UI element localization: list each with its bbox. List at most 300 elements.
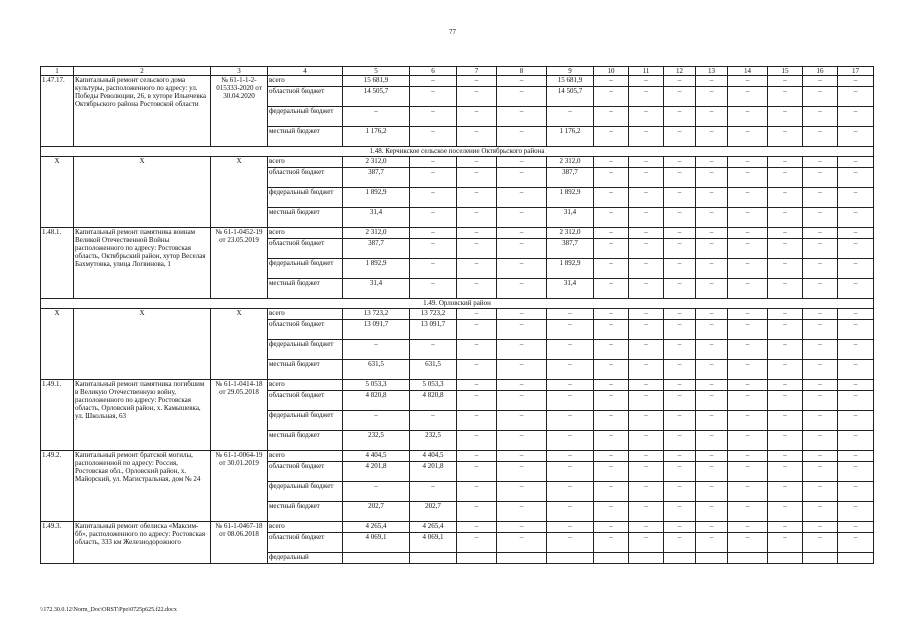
item-number: 1.49.2. [41, 451, 74, 522]
value-cell: – [803, 533, 838, 553]
value-cell: – [457, 76, 497, 87]
value-cell: – [547, 320, 594, 340]
value-cell: – [457, 391, 497, 411]
value-cell: – [803, 451, 838, 462]
value-cell: – [768, 482, 803, 502]
value-cell: – [497, 340, 547, 360]
value-cell: – [696, 157, 728, 168]
value-cell: – [664, 340, 696, 360]
value-cell: – [803, 380, 838, 391]
value-cell: – [803, 309, 838, 320]
value-cell: – [629, 482, 664, 502]
value-cell: – [728, 411, 768, 431]
value-cell: 232,5 [343, 431, 410, 451]
value-cell: 387,7 [343, 239, 410, 259]
value-cell: – [629, 522, 664, 533]
budget-source-label: местный бюджет [268, 279, 343, 299]
table-row [41, 380, 874, 391]
value-cell: – [664, 320, 696, 340]
value-cell: – [838, 188, 874, 208]
budget-source-label: федеральный бюджет [268, 188, 343, 208]
value-cell: – [629, 411, 664, 431]
value-cell: 31,4 [547, 279, 594, 299]
value-cell: – [497, 380, 547, 391]
value-cell: – [457, 127, 497, 147]
value-cell: – [594, 168, 629, 188]
column-number: 14 [728, 67, 768, 76]
value-cell: – [838, 360, 874, 380]
value-cell: – [457, 451, 497, 462]
value-cell: – [629, 462, 664, 482]
item-number: 1.47.17. [41, 76, 74, 147]
budget-source-label: федеральный бюджет [268, 482, 343, 502]
page-number: 77 [449, 28, 456, 36]
column-number: 8 [497, 67, 547, 76]
value-cell: – [410, 340, 457, 360]
value-cell: 31,4 [343, 279, 410, 299]
value-cell: – [728, 340, 768, 360]
budget-source-label: областной бюджет [268, 462, 343, 482]
value-cell: – [547, 522, 594, 533]
value-cell: – [664, 259, 696, 279]
value-cell: – [838, 451, 874, 462]
value-cell: – [768, 157, 803, 168]
value-cell: – [594, 462, 629, 482]
value-cell: – [497, 431, 547, 451]
value-cell: 387,7 [343, 168, 410, 188]
value-cell: – [594, 380, 629, 391]
value-cell: – [497, 188, 547, 208]
item-number: Х [41, 309, 74, 380]
value-cell: – [803, 127, 838, 147]
value-cell: – [803, 87, 838, 107]
value-cell: – [547, 431, 594, 451]
value-cell: 13 723,2 [343, 309, 410, 320]
value-cell: – [696, 431, 728, 451]
value-cell: – [343, 411, 410, 431]
budget-source-label: федеральный бюджет [268, 107, 343, 127]
item-document: № 61-1-0064-19 от 30.01.2019 [211, 451, 268, 522]
value-cell: – [696, 522, 728, 533]
item-number: Х [41, 157, 74, 228]
budget-source-label: всего [268, 309, 343, 320]
budget-source-label: федеральный бюджет [268, 411, 343, 431]
value-cell: – [594, 482, 629, 502]
value-cell: – [664, 380, 696, 391]
value-cell: – [728, 391, 768, 411]
value-cell: – [629, 87, 664, 107]
value-cell: – [803, 411, 838, 431]
value-cell: – [728, 360, 768, 380]
value-cell: – [696, 533, 728, 553]
item-name: Капитальный ремонт обелиска «Максим-бб», расположенного по адресу: Ростовская область, 333 км Железнодорожного [74, 522, 211, 564]
item-document: Х [211, 309, 268, 380]
value-cell: – [803, 76, 838, 87]
item-document: № 61-1-0467-18 от 08.06.2018 [211, 522, 268, 564]
value-cell: – [497, 522, 547, 533]
value-cell: – [664, 168, 696, 188]
value-cell: – [664, 107, 696, 127]
value-cell: – [664, 157, 696, 168]
value-cell: – [838, 502, 874, 522]
budget-source-label: всего [268, 76, 343, 87]
value-cell: – [768, 360, 803, 380]
section-title: 1.49. Орловский район [41, 299, 874, 309]
value-cell: – [838, 309, 874, 320]
value-cell: – [728, 87, 768, 107]
value-cell: – [594, 522, 629, 533]
value-cell: 5 053,3 [343, 380, 410, 391]
value-cell: – [497, 87, 547, 107]
value-cell: – [803, 340, 838, 360]
value-cell: – [696, 502, 728, 522]
value-cell: – [410, 127, 457, 147]
value-cell: – [768, 107, 803, 127]
value-cell: – [594, 411, 629, 431]
value-cell: – [629, 451, 664, 462]
value-cell: – [664, 502, 696, 522]
value-cell: – [497, 239, 547, 259]
value-cell: – [838, 391, 874, 411]
value-cell: – [838, 127, 874, 147]
value-cell: 13 723,2 [410, 309, 457, 320]
value-cell [664, 553, 696, 564]
value-cell: – [696, 309, 728, 320]
value-cell: – [497, 462, 547, 482]
value-cell: – [457, 340, 497, 360]
value-cell: – [594, 127, 629, 147]
value-cell: – [838, 533, 874, 553]
value-cell: 15 681,9 [343, 76, 410, 87]
budget-source-label: областной бюджет [268, 87, 343, 107]
value-cell: – [768, 502, 803, 522]
value-cell: – [664, 391, 696, 411]
column-number: 3 [211, 67, 268, 76]
value-cell: – [768, 76, 803, 87]
value-cell: – [696, 87, 728, 107]
value-cell: – [803, 320, 838, 340]
value-cell: – [696, 168, 728, 188]
item-number: 1.49.1. [41, 380, 74, 451]
value-cell: – [547, 482, 594, 502]
value-cell: – [547, 502, 594, 522]
value-cell: – [629, 533, 664, 553]
value-cell: – [803, 522, 838, 533]
value-cell: – [664, 208, 696, 228]
value-cell: – [696, 208, 728, 228]
value-cell: – [629, 259, 664, 279]
value-cell: – [768, 380, 803, 391]
value-cell: – [629, 309, 664, 320]
value-cell: – [629, 157, 664, 168]
value-cell: – [457, 380, 497, 391]
value-cell: – [457, 239, 497, 259]
value-cell [838, 553, 874, 564]
item-name: Х [74, 157, 211, 228]
value-cell: – [696, 259, 728, 279]
value-cell: – [547, 411, 594, 431]
value-cell: – [594, 431, 629, 451]
column-number: 5 [343, 67, 410, 76]
value-cell: – [664, 451, 696, 462]
value-cell: – [629, 107, 664, 127]
value-cell: – [629, 239, 664, 259]
value-cell: – [728, 107, 768, 127]
value-cell: 1 892,9 [343, 259, 410, 279]
value-cell: – [664, 127, 696, 147]
budget-source-label: местный бюджет [268, 431, 343, 451]
value-cell: – [594, 107, 629, 127]
value-cell: – [594, 239, 629, 259]
value-cell: – [696, 380, 728, 391]
value-cell [547, 553, 594, 564]
value-cell: – [547, 533, 594, 553]
budget-source-label: местный бюджет [268, 360, 343, 380]
value-cell: – [497, 533, 547, 553]
value-cell: – [497, 157, 547, 168]
value-cell: – [410, 228, 457, 239]
value-cell: 1 892,9 [343, 188, 410, 208]
budget-source-label: областной бюджет [268, 239, 343, 259]
item-document: № 61-1-0452-19 от 23.05.2019 [211, 228, 268, 299]
column-number: 16 [803, 67, 838, 76]
value-cell: – [728, 462, 768, 482]
value-cell: – [457, 259, 497, 279]
column-number: 11 [629, 67, 664, 76]
value-cell: – [696, 360, 728, 380]
value-cell: – [803, 502, 838, 522]
value-cell: – [838, 208, 874, 228]
value-cell: 387,7 [547, 168, 594, 188]
value-cell: – [696, 279, 728, 299]
budget-source-label: областной бюджет [268, 320, 343, 340]
value-cell: – [594, 259, 629, 279]
value-cell: – [664, 188, 696, 208]
value-cell: 4 201,8 [343, 462, 410, 482]
value-cell: – [497, 391, 547, 411]
value-cell: – [803, 228, 838, 239]
value-cell: – [547, 391, 594, 411]
value-cell: 1 892,9 [547, 188, 594, 208]
value-cell: – [768, 391, 803, 411]
value-cell: – [696, 239, 728, 259]
budget-source-label: всего [268, 522, 343, 533]
value-cell: – [410, 107, 457, 127]
value-cell: – [547, 380, 594, 391]
value-cell: 202,7 [343, 502, 410, 522]
value-cell: – [664, 279, 696, 299]
value-cell: – [696, 228, 728, 239]
value-cell: – [838, 411, 874, 431]
value-cell: – [768, 259, 803, 279]
value-cell: 1 892,9 [547, 259, 594, 279]
value-cell: 2 312,0 [343, 228, 410, 239]
value-cell: – [696, 391, 728, 411]
value-cell: – [629, 279, 664, 299]
value-cell: 4 404,5 [410, 451, 457, 462]
value-cell: – [803, 157, 838, 168]
value-cell: – [457, 411, 497, 431]
item-document: Х [211, 157, 268, 228]
value-cell: – [547, 107, 594, 127]
value-cell: – [838, 380, 874, 391]
value-cell: – [547, 451, 594, 462]
value-cell: – [768, 279, 803, 299]
value-cell: – [768, 451, 803, 462]
value-cell: – [803, 391, 838, 411]
value-cell: – [728, 482, 768, 502]
budget-source-label: областной бюджет [268, 391, 343, 411]
budget-source-label: федеральный [268, 553, 343, 564]
column-number: 7 [457, 67, 497, 76]
budget-source-label: местный бюджет [268, 502, 343, 522]
value-cell: – [457, 309, 497, 320]
value-cell: – [629, 228, 664, 239]
value-cell: – [457, 228, 497, 239]
value-cell: – [728, 208, 768, 228]
value-cell: – [629, 391, 664, 411]
column-number: 10 [594, 67, 629, 76]
value-cell: – [629, 168, 664, 188]
value-cell: – [728, 522, 768, 533]
value-cell: – [410, 188, 457, 208]
value-cell: – [629, 431, 664, 451]
value-cell: – [768, 239, 803, 259]
value-cell: – [629, 320, 664, 340]
value-cell: – [838, 431, 874, 451]
budget-source-label: всего [268, 228, 343, 239]
value-cell: – [457, 188, 497, 208]
value-cell: – [629, 127, 664, 147]
value-cell: – [457, 482, 497, 502]
item-name: Х [74, 309, 211, 380]
value-cell: – [497, 482, 547, 502]
value-cell: – [629, 502, 664, 522]
value-cell [803, 553, 838, 564]
column-number: 1 [41, 67, 74, 76]
value-cell: – [838, 157, 874, 168]
value-cell [594, 553, 629, 564]
value-cell: – [696, 451, 728, 462]
value-cell: – [497, 502, 547, 522]
value-cell: – [497, 76, 547, 87]
value-cell: – [838, 239, 874, 259]
footer-file-path: \\172.30.0.12\Norm_Doc\ORST\Ppo\0725p625.f22.docx [40, 607, 177, 613]
value-cell: – [410, 279, 457, 299]
value-cell: – [728, 239, 768, 259]
value-cell: – [497, 411, 547, 431]
column-number: 17 [838, 67, 874, 76]
value-cell: – [728, 320, 768, 340]
value-cell: – [457, 522, 497, 533]
value-cell: – [838, 76, 874, 87]
item-document: № 61-1-1-2-015333-2020 от 30.04.2020 [211, 76, 268, 147]
table-row [41, 76, 874, 87]
value-cell: – [664, 462, 696, 482]
value-cell: – [803, 208, 838, 228]
value-cell: – [457, 431, 497, 451]
column-number: 4 [268, 67, 343, 76]
budget-source-label: федеральный бюджет [268, 340, 343, 360]
value-cell [768, 553, 803, 564]
value-cell: – [728, 259, 768, 279]
value-cell: 1 176,2 [547, 127, 594, 147]
value-cell: – [664, 522, 696, 533]
value-cell: – [629, 188, 664, 208]
value-cell: – [768, 431, 803, 451]
value-cell: – [696, 127, 728, 147]
section-row [41, 147, 874, 157]
value-cell: – [696, 76, 728, 87]
value-cell: – [664, 411, 696, 431]
value-cell: – [768, 188, 803, 208]
value-cell: – [768, 87, 803, 107]
value-cell: – [457, 208, 497, 228]
table-body [41, 67, 874, 564]
value-cell: – [497, 360, 547, 380]
value-cell: 4 820,8 [343, 391, 410, 411]
value-cell: – [594, 157, 629, 168]
section-row [41, 299, 874, 309]
value-cell: – [664, 533, 696, 553]
value-cell: – [343, 107, 410, 127]
value-cell: – [594, 360, 629, 380]
value-cell: – [728, 188, 768, 208]
value-cell [728, 553, 768, 564]
value-cell: – [497, 279, 547, 299]
value-cell: 4 265,4 [410, 522, 457, 533]
value-cell: – [728, 380, 768, 391]
value-cell: – [629, 380, 664, 391]
value-cell: 4 820,8 [410, 391, 457, 411]
value-cell: 31,4 [343, 208, 410, 228]
value-cell: – [594, 451, 629, 462]
value-cell: – [696, 188, 728, 208]
value-cell [629, 553, 664, 564]
value-cell: – [696, 411, 728, 431]
value-cell: 631,5 [343, 360, 410, 380]
value-cell: 387,7 [547, 239, 594, 259]
value-cell: – [838, 87, 874, 107]
value-cell: – [838, 279, 874, 299]
value-cell: – [728, 228, 768, 239]
value-cell: – [728, 279, 768, 299]
value-cell: 232,5 [410, 431, 457, 451]
value-cell: – [664, 239, 696, 259]
value-cell: – [803, 360, 838, 380]
value-cell: – [696, 462, 728, 482]
value-cell: 14 505,7 [547, 87, 594, 107]
value-cell: – [696, 320, 728, 340]
value-cell: – [838, 522, 874, 533]
value-cell: – [594, 188, 629, 208]
value-cell: – [838, 462, 874, 482]
value-cell: – [838, 320, 874, 340]
item-name: Капитальный ремонт братской могилы, расположенной по адресу: Россия, Ростовская обл., Орловский район, х. Майорский, ул. Магистральная, дом № 24 [74, 451, 211, 522]
value-cell: – [768, 168, 803, 188]
value-cell [497, 553, 547, 564]
value-cell: 4 069,1 [343, 533, 410, 553]
value-cell: – [803, 107, 838, 127]
value-cell: 4 265,4 [343, 522, 410, 533]
budget-source-label: местный бюджет [268, 208, 343, 228]
value-cell [696, 553, 728, 564]
value-cell: – [547, 462, 594, 482]
value-cell: 13 091,7 [343, 320, 410, 340]
value-cell: – [594, 309, 629, 320]
column-number: 15 [768, 67, 803, 76]
value-cell: – [497, 208, 547, 228]
